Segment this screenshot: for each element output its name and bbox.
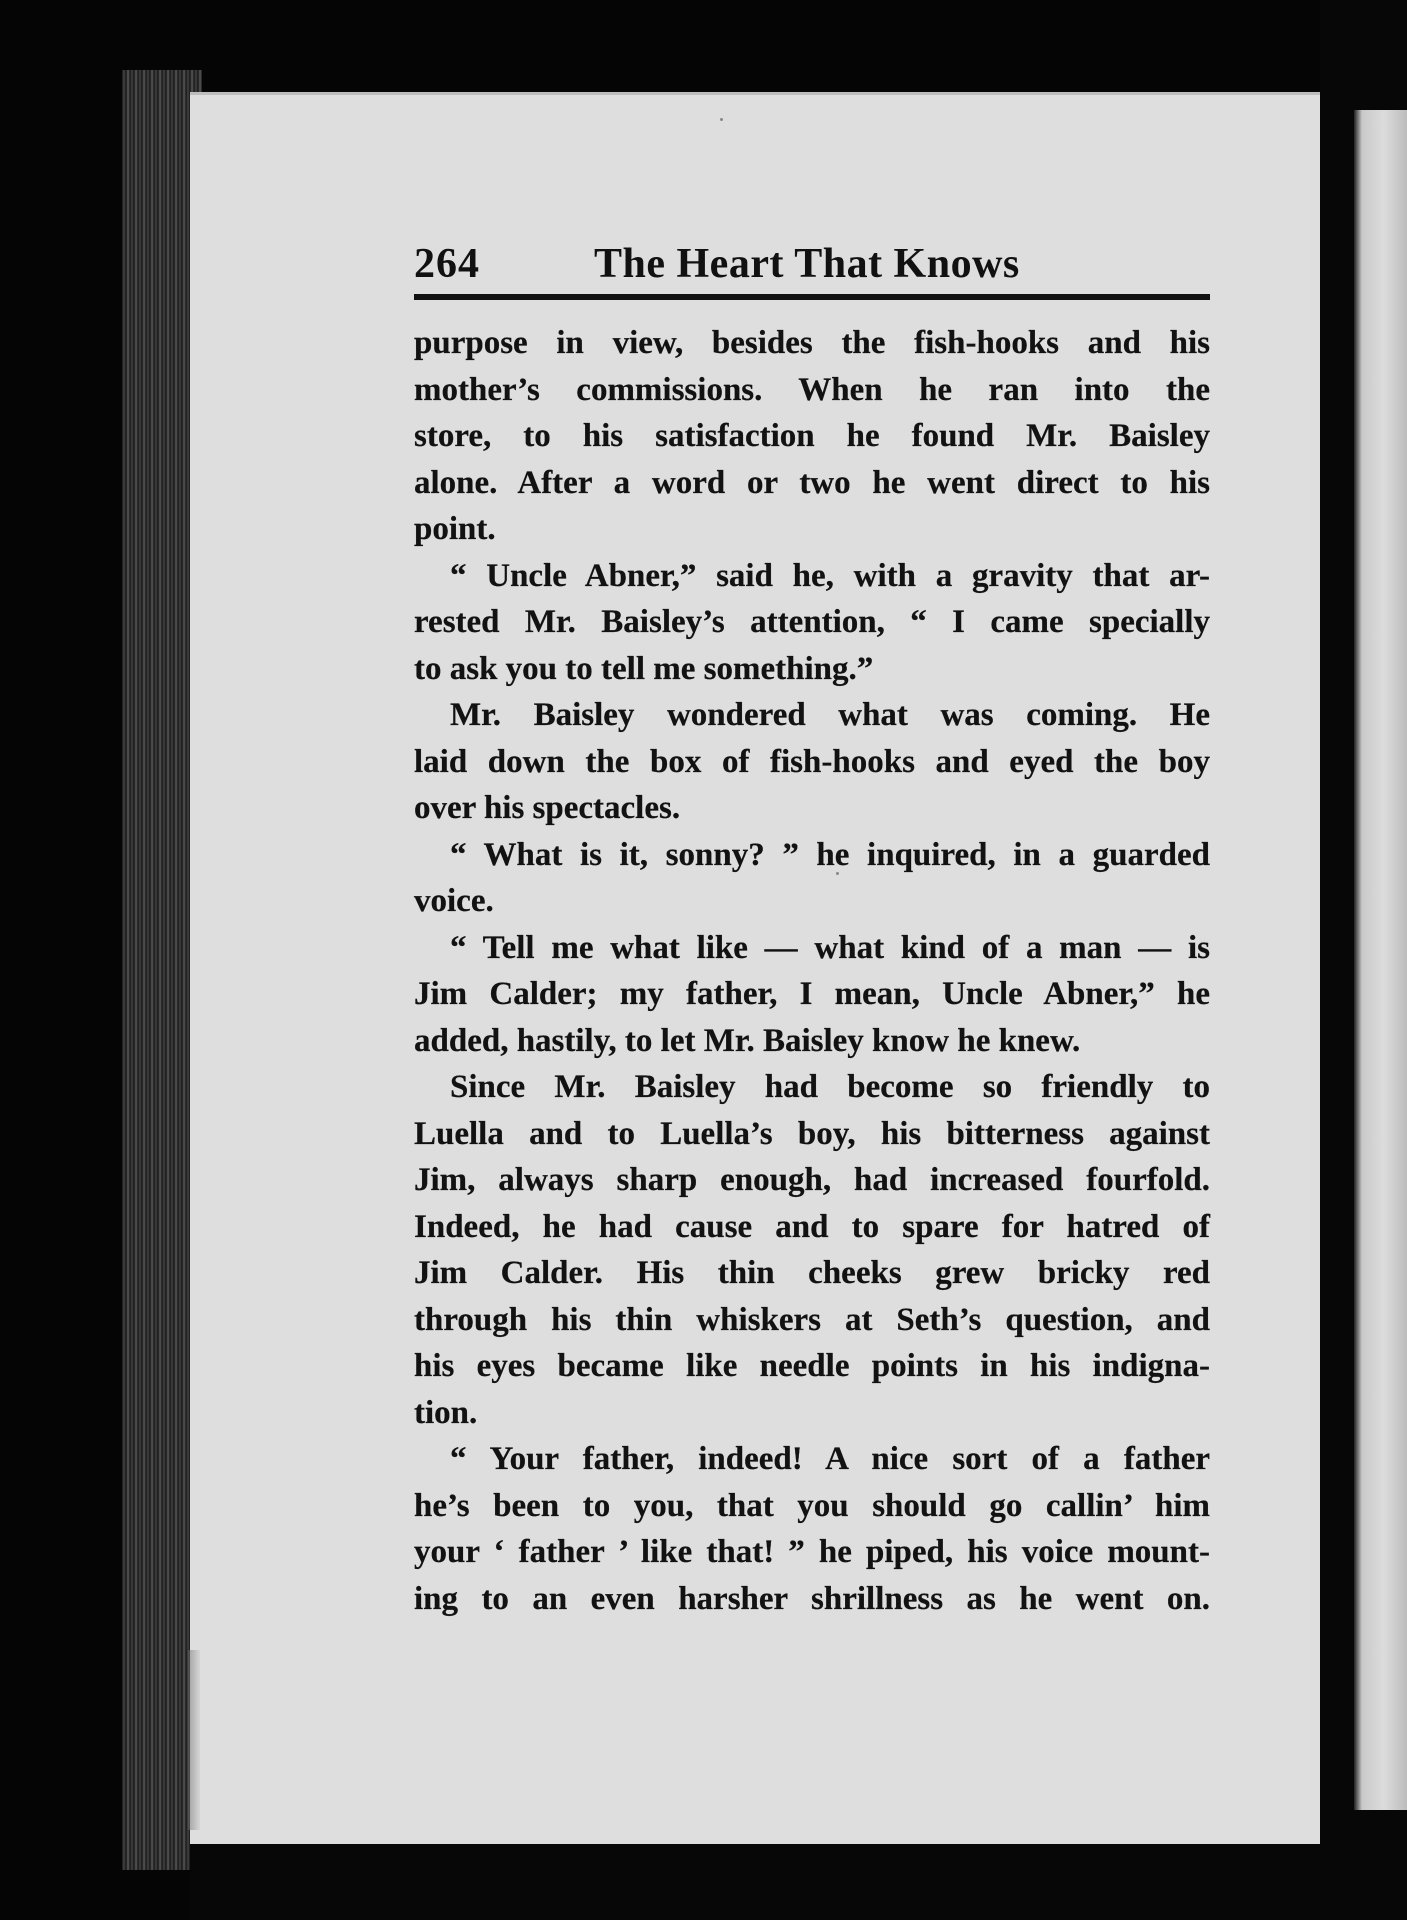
scan-speck — [720, 118, 723, 121]
text-line: “ Tell me what like — what kind of a man — is — [450, 929, 1210, 966]
page-number: 264 — [414, 241, 480, 287]
adjacent-page-strip — [1354, 110, 1407, 1810]
text-line: mother’s commissions. When he ran into the — [414, 371, 1210, 408]
text-line: Since Mr. Baisley had become so friendly to — [450, 1069, 1210, 1105]
running-title: The Heart That Knows — [594, 241, 1020, 287]
text-line: “ What is it, sonny? ” he inquired, in a guarded — [450, 836, 1210, 873]
text-line: Mr. Baisley wondered what was coming. He — [450, 697, 1210, 733]
header-rule — [414, 294, 1210, 300]
page-header — [414, 228, 1210, 292]
text-line: rested Mr. Baisley’s attention, “ I came specially — [414, 604, 1210, 640]
text-line: store, to his satisfaction he found Mr. Baisley — [414, 418, 1210, 454]
text-line: tion. — [414, 1394, 478, 1431]
text-line: Jim Calder. His thin cheeks grew bricky red — [414, 1255, 1210, 1291]
text-line: over his spectacles. — [414, 790, 681, 826]
text-line: through his thin whiskers at Seth’s question, and — [414, 1301, 1210, 1338]
page-shadow — [188, 1650, 200, 1830]
body-text — [414, 320, 1210, 1622]
text-line: added, hastily, to let Mr. Baisley know he knew. — [414, 1022, 1081, 1059]
text-line: Indeed, he had cause and to spare for hatred of — [414, 1208, 1210, 1245]
bottom-dark-margin — [190, 1844, 1320, 1920]
text-line: Jim, always sharp enough, had increased fourfold. — [414, 1162, 1210, 1198]
text-line: voice. — [414, 883, 494, 919]
text-line: Luella and to Luella’s boy, his bitterness against — [414, 1115, 1210, 1152]
text-line: he’s been to you, that you should go callin’ him — [414, 1487, 1210, 1524]
text-line: alone. After a word or two he went direct to his — [414, 464, 1210, 501]
text-line: “ Your father, indeed! A nice sort of a father — [450, 1441, 1210, 1477]
text-line: your ‘ father ’ like that! ” he piped, his voice mount- — [414, 1534, 1210, 1570]
text-line: purpose in view, besides the fish-hooks and his — [414, 325, 1210, 361]
text-line: ing to an even harsher shrillness as he went on. — [414, 1580, 1210, 1617]
text-line: Jim Calder; my father, I mean, Uncle Abner,” he — [414, 976, 1210, 1012]
text-line: his eyes became like needle points in his indigna- — [414, 1348, 1210, 1384]
text-line: laid down the box of fish-hooks and eyed the boy — [414, 743, 1210, 780]
text-line: point. — [414, 511, 496, 547]
text-line: to ask you to tell me something.” — [414, 650, 874, 687]
text-line: “ Uncle Abner,” said he, with a gravity that ar- — [450, 557, 1210, 594]
scan-speck — [836, 872, 839, 875]
